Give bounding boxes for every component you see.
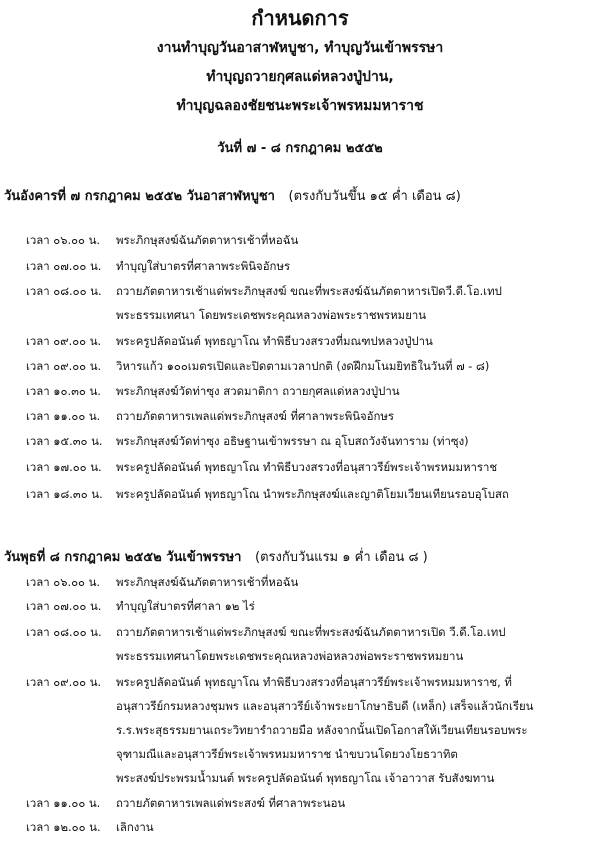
schedule-time: เวลา ๐๗.๐๐ น. xyxy=(26,259,102,273)
schedule-desc: ถวายภัตตาหารเพลแด่พระภิกษุสงฆ์ ที่ศาลาพระพินิจอักษร xyxy=(116,409,395,423)
schedule-row-continued xyxy=(26,303,596,327)
schedule-time: เวลา ๑๕.๓๐ น. xyxy=(26,434,103,448)
schedule-desc: พระภิกษุสงฆ์วัดท่าซุง สวดมาติกา ถวายกุศลแด่หลวงปู่ปาน xyxy=(116,384,400,398)
schedule-time: เวลา ๐๙.๐๐ น. xyxy=(26,675,102,689)
schedule-time: เวลา ๑๗.๐๐ น. xyxy=(26,460,102,474)
schedule-desc: ถวายภัตตาหารเช้าแด่พระภิกษุสงฆ์ ขณะที่พระสงฆ์ฉันภัตตาหารเปิดวี.ดี.โอ.เทป xyxy=(116,284,502,298)
schedule-row xyxy=(26,482,596,506)
schedule-desc: วิหารแก้ว ๑๐๐เมตรเปิดและปิดตามเวลาปกติ (งดฝึกมโนมยิทธิในวันที่ ๗ - ๘) xyxy=(116,359,490,373)
day-1-heading xyxy=(4,185,461,206)
schedule-time: เวลา ๐๘.๐๐ น. xyxy=(26,625,102,639)
schedule-row xyxy=(26,354,596,378)
schedule-time: เวลา ๐๙.๐๐ น. xyxy=(26,334,102,348)
schedule-desc: พระครูปลัดอนันต์ พุทธญาโณ นำพระภิกษุสงฆ์และญาติโยมเวียนเทียนรอบอุโบสถ xyxy=(116,487,509,501)
event-line-1: งานทำบุญวันอาสาฬหบูชา, ทำบุญวันเข้าพรรษา xyxy=(156,40,444,56)
event-date: วันที่ ๗ - ๘ กรกฎาคม ๒๕๕๒ xyxy=(217,141,383,156)
schedule-desc: พระภิกษุสงฆ์ฉันภัตตาหารเช้าที่หอฉัน xyxy=(116,233,299,247)
schedule-desc: ทำบุญใส่บาตรที่ศาลาพระพินิจอักษร xyxy=(116,259,291,273)
schedule-row xyxy=(26,404,596,428)
schedule-row-continued xyxy=(26,718,596,742)
schedule-row xyxy=(26,570,596,594)
schedule-time: เวลา ๐๗.๐๐ น. xyxy=(26,599,102,613)
schedule-desc: พระครูปลัดอนันต์ พุทธญาโณ ทำพิธีบวงสรวงที่อนุสาวรีย์พระเจ้าพรหมมหาราช xyxy=(116,460,498,474)
schedule-row-continued xyxy=(26,644,596,668)
schedule-desc: พระธรรมเทศนาโดยพระเดชพระคุณหลวงพ่อหลวงพ่อพระราชพรหมยาน xyxy=(116,649,464,663)
schedule-row xyxy=(26,455,596,479)
schedule-desc: อนุสาวรีย์กรมหลวงชุมพร และอนุสาวรีย์เจ้าพระยาโกษาธิบดี (เหล็ก) เสร็จแล้วนักเรียน xyxy=(116,699,534,713)
event-line-3: ทำบุญฉลองชัยชนะพระเจ้าพรหมมหาราช xyxy=(176,98,424,114)
schedule-desc: พระภิกษุสงฆ์วัดท่าซุง อธิษฐานเข้าพรรษา ณ อุโบสถวังจันทาราม (ท่าซุง) xyxy=(116,434,469,448)
day-2-lunar-note: (ตรงกับวันแรม ๑ ค่ำ เดือน ๘ ) xyxy=(255,550,428,565)
schedule-time: เวลา ๑๐.๓๐ น. xyxy=(26,384,101,398)
schedule-row xyxy=(26,429,596,453)
schedule-row xyxy=(26,329,596,353)
schedule-row xyxy=(26,379,596,403)
schedule-time: เวลา ๐๙.๐๐ น. xyxy=(26,359,102,373)
day-1-lunar-note: (ตรงกับวันขึ้น ๑๕ ค่ำ เดือน ๘) xyxy=(288,189,461,204)
schedule-row xyxy=(26,620,596,644)
schedule-desc: พระสงฆ์ประพรมน้ำมนต์ พระครูปลัดอนันต์ พุทธญาโณ เจ้าอาวาส รับสังฆทาน xyxy=(116,771,495,785)
schedule-row xyxy=(26,279,596,303)
schedule-desc: ทำบุญใส่บาตรที่ศาลา ๑๒ ไร่ xyxy=(116,599,255,613)
schedule-row xyxy=(26,791,596,815)
schedule-desc: จุฑามณีและอนุสาวรีย์พระเจ้าพรหมมหาราช นำขบวนโดยวงโยธวาทิต xyxy=(116,747,458,761)
schedule-row xyxy=(26,228,596,252)
schedule-desc: พระธรรมเทศนา โดยพระเดชพระคุณหลวงพ่อพระราชพรหมยาน xyxy=(116,308,427,322)
day-1-title: วันอังคารที่ ๗ กรกฎาคม ๒๕๕๒ วันอาสาฬหบูชา xyxy=(4,189,275,204)
schedule-row xyxy=(26,815,596,839)
event-line-2: ทำบุญถวายกุศลแด่หลวงปู่ปาน, xyxy=(206,69,394,85)
schedule-desc: ถวายภัตตาหารเช้าแด่พระภิกษุสงฆ์ ขณะที่พระสงฆ์ฉันภัตตาหารเปิด วี.ดี.โอ.เทป xyxy=(116,625,506,639)
schedule-time: เวลา ๑๑.๐๐ น. xyxy=(26,409,101,423)
document-title: กำหนดการ xyxy=(251,6,349,30)
schedule-row-continued xyxy=(26,694,596,718)
schedule-row xyxy=(26,670,596,694)
schedule-time: เวลา ๐๖.๐๐ น. xyxy=(26,233,101,247)
schedule-row xyxy=(26,254,596,278)
schedule-row-continued xyxy=(26,766,596,790)
schedule-time: เวลา ๐๘.๐๐ น. xyxy=(26,284,102,298)
schedule-time: เวลา ๑๒.๐๐ น. xyxy=(26,820,101,834)
schedule-desc: เลิกงาน xyxy=(116,820,154,834)
schedule-time: เวลา ๑๘.๓๐ น. xyxy=(26,487,103,501)
schedule-row xyxy=(26,594,596,618)
schedule-desc: พระครูปลัดอนันต์ พุทธญาโณ ทำพิธีบวงสรวงที่มณฑปหลวงปู่ปาน xyxy=(116,334,433,348)
schedule-row-continued xyxy=(26,742,596,766)
day-2-heading xyxy=(4,546,428,567)
schedule-desc: พระภิกษุสงฆ์ฉันภัตตาหารเช้าที่หอฉัน xyxy=(116,575,299,589)
schedule-desc: ร.ร.พระสุธรรมยานเถระวิทยารำถวายมือ หลังจากนั้นเปิดโอกาสให้เวียนเทียนรอบพระ xyxy=(116,723,528,737)
schedule-desc: ถวายภัตตาหารเพลแด่พระสงฆ์ ที่ศาลาพระนอน xyxy=(116,796,346,810)
schedule-time: เวลา ๐๖.๐๐ น. xyxy=(26,575,101,589)
day-2-title: วันพุธที่ ๘ กรกฎาคม ๒๕๕๒ วันเข้าพรรษา xyxy=(4,550,242,565)
schedule-time: เวลา ๑๑.๐๐ น. xyxy=(26,796,101,810)
schedule-desc: พระครูปลัดอนันต์ พุทธญาโณ ทำพิธีบวงสรวงที่อนุสาวรีย์พระเจ้าพรหมมหาราช, ที่ xyxy=(116,675,512,689)
